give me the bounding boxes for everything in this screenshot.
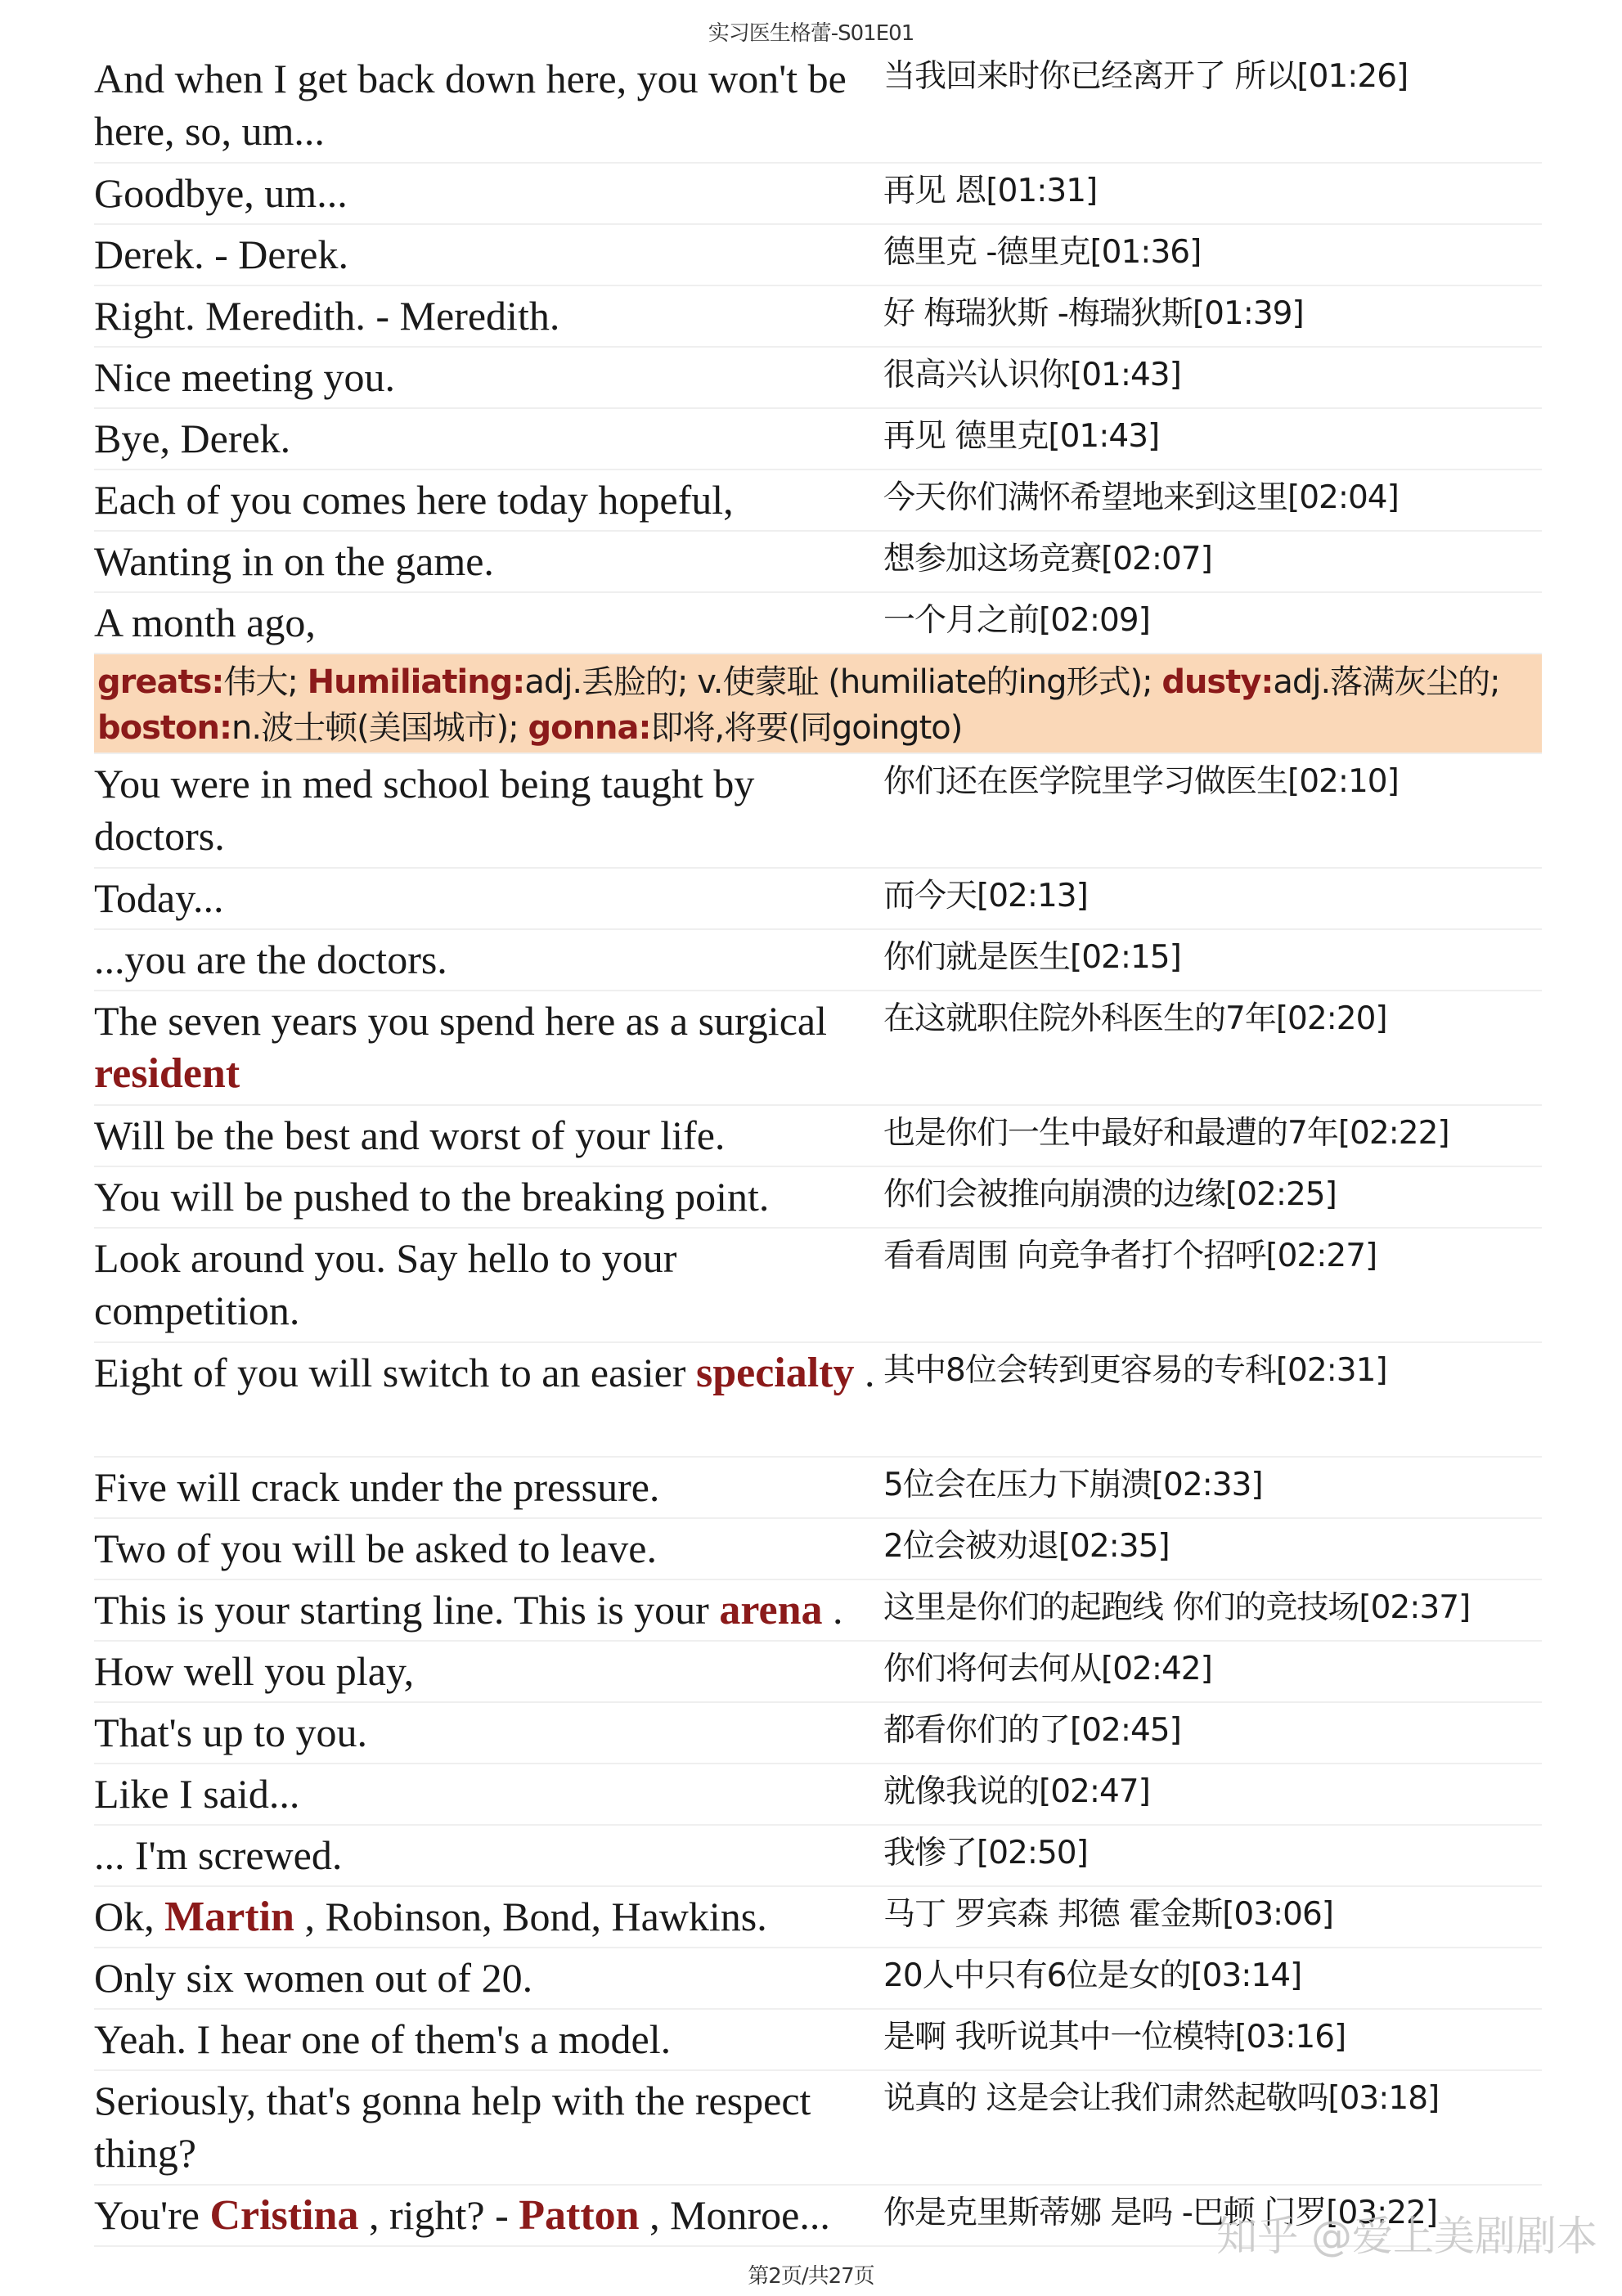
chinese-line: 也是你们一生中最好和最遭的7年[02:22] [883,1115,1449,1152]
english-text: The seven years you spend here as a surgical [94,998,827,1044]
vocab-term: gonna: [528,709,651,747]
subtitle-row [94,1229,1542,1343]
english-line: Today... [94,875,224,921]
english-line [94,1580,883,1637]
chinese-line: 而今天[02:13] [883,878,1088,914]
chinese-line: 想参加这场竞赛[02:07] [883,541,1212,577]
subtitle-row [94,49,1542,164]
english-line: Like I said... [94,1771,300,1817]
chinese-line: 看看周围 向竞争者打个招呼[02:27] [883,1238,1377,1274]
english-text: , Monroe... [639,2192,830,2238]
english-line: Two of you will be asked to leave. [94,1525,657,1571]
subtitle-row [94,532,1542,593]
english-line: ... I'm screwed. [94,1832,343,1878]
vocab-term: Humiliating: [307,663,525,701]
english-line: You were in med school being taught by doctors. [94,761,755,859]
subtitle-row [94,1887,1542,1948]
vocab-definition: 即将,将要(同goingto) [650,709,963,747]
english-line: And when I get back down here, you won't be here, so, um... [94,56,847,154]
chinese-line: 其中8位会转到更容易的专科[02:31] [883,1352,1387,1389]
subtitle-row [94,409,1542,470]
chinese-line: 当我回来时你已经离开了 所以[01:26] [883,58,1409,95]
vocab-definition: adj.落满灰尘的; [1273,663,1500,701]
chinese-line: 这里是你们的起跑线 你们的竞技场[02:37] [883,1589,1471,1626]
english-line: Only six women out of 20. [94,1955,533,2001]
subtitle-row [94,593,1542,654]
chinese-line: 再见 德里克[01:43] [883,418,1160,455]
chinese-line: 5位会在压力下崩溃[02:33] [883,1467,1263,1503]
page-number: 第2页/共27页 [748,2264,874,2289]
subtitle-row [94,2071,1542,2186]
english-text: You're [94,2192,210,2238]
document-header: 实习医生格蕾-S01E01 [708,21,914,46]
chinese-line: 你们将何去何从[02:42] [883,1651,1212,1687]
subtitle-row [94,1826,1542,1887]
subtitle-row [94,1458,1542,1519]
english-line [94,2186,883,2242]
chinese-line: 马丁 罗宾森 邦德 霍金斯[03:06] [883,1896,1334,1933]
english-line: Five will crack under the pressure. [94,1464,660,1510]
english-line: Look around you. Say hello to your competition. [94,1235,677,1333]
chinese-line: 就像我说的[02:47] [883,1773,1150,1810]
subtitle-row [94,869,1542,930]
english-line: Each of you comes here today hopeful, [94,477,734,523]
subtitle-row [94,286,1542,348]
vocab-term: boston: [97,709,231,747]
english-line: A month ago, [94,600,316,645]
chinese-line: 说真的 这是会让我们肃然起敬吗[03:18] [883,2080,1440,2117]
chinese-line: 你们会被推向崩溃的边缘[02:25] [883,1176,1337,1213]
english-line: Yeah. I hear one of them's a model. [94,2016,672,2062]
subtitle-row [94,1343,1542,1458]
english-line: Goodbye, um... [94,170,348,216]
chinese-line: 好 梅瑞狄斯 -梅瑞狄斯[01:39] [883,295,1304,332]
subtitle-table [94,49,1542,2247]
english-line: You will be pushed to the breaking point. [94,1174,770,1220]
subtitle-row [94,225,1542,286]
english-line: Nice meeting you. [94,354,395,400]
chinese-line: 都看你们的了[02:45] [883,1712,1181,1749]
chinese-line: 是啊 我听说其中一位模特[03:16] [883,2019,1346,2056]
subtitle-row [94,1106,1542,1167]
keyword-highlight: Martin [164,1894,294,1940]
subtitle-row [94,1764,1542,1826]
english-line: Bye, Derek. [94,416,291,461]
english-line: Wanting in on the game. [94,538,494,584]
subtitle-row [94,470,1542,532]
subtitle-row [94,754,1542,869]
subtitle-row [94,1642,1542,1703]
keyword-highlight: Cristina [209,2192,359,2239]
keyword-highlight: specialty [695,1350,855,1396]
english-line: Seriously, that's gonna help with the respect thing? [94,2078,811,2176]
subtitle-row [94,1580,1542,1642]
chinese-line: 很高兴认识你[01:43] [883,357,1181,393]
subtitle-row [94,348,1542,409]
subtitle-row [94,2010,1542,2071]
subtitle-row [94,1948,1542,2010]
subtitle-row [94,1167,1542,1229]
subtitle-row [94,1519,1542,1580]
chinese-line: 在这就职住院外科医生的7年[02:20] [883,1000,1387,1037]
english-line [94,1343,883,1400]
chinese-line: 我惨了[02:50] [883,1835,1088,1871]
english-line: Will be the best and worst of your life. [94,1112,726,1158]
chinese-line: 你们还在医学院里学习做医生[02:10] [883,763,1399,800]
subtitle-row [94,930,1542,991]
english-text: , right? - [358,2192,519,2238]
english-text: . [854,1350,875,1395]
chinese-line: 2位会被劝退[02:35] [883,1528,1170,1565]
subtitle-row [94,164,1542,225]
english-text: . [822,1587,843,1633]
english-text: Eight of you will switch to an easier [94,1350,696,1395]
english-line: Right. Meredith. - Meredith. [94,293,560,339]
english-text: Ok, [94,1894,165,1939]
keyword-highlight: resident [94,1050,240,1097]
vocab-definition: adj.丢脸的; v.使蒙耻 (humiliate的ing形式); [524,663,1162,701]
english-text: , Robinson, Bond, Hawkins. [294,1894,767,1939]
english-text: This is your starting line. This is your [94,1587,720,1633]
keyword-highlight: arena [719,1587,823,1633]
chinese-line: 你是克里斯蒂娜 是吗 -巴顿 门罗[03:22] [883,2195,1438,2231]
vocab-term: dusty: [1161,663,1274,701]
vocabulary-box [94,654,1542,754]
subtitle-row [94,1703,1542,1764]
keyword-highlight: Patton [519,2192,640,2239]
chinese-line: 20人中只有6位是女的[03:14] [883,1957,1302,1994]
english-line: ...you are the doctors. [94,937,447,982]
chinese-line: 一个月之前[02:09] [883,602,1150,639]
vocab-term: greats: [97,663,224,701]
vocab-definition: n.波士顿(美国城市); [231,709,528,747]
chinese-line: 今天你们满怀希望地来到这里[02:04] [883,479,1399,516]
watermark-text: 知乎 @爱上美剧剧本 [1216,2213,1597,2260]
english-line: Derek. - Derek. [94,231,348,277]
english-line: That's up to you. [94,1710,367,1755]
english-line [94,991,883,1100]
subtitle-row [94,991,1542,1106]
vocab-definition: 伟大; [223,663,308,701]
english-line: How well you play, [94,1648,415,1694]
chinese-line: 德里克 -德里克[01:36] [883,234,1202,271]
english-line [94,1887,883,1943]
chinese-line: 再见 恩[01:31] [883,173,1098,209]
chinese-line: 你们就是医生[02:15] [883,939,1181,976]
